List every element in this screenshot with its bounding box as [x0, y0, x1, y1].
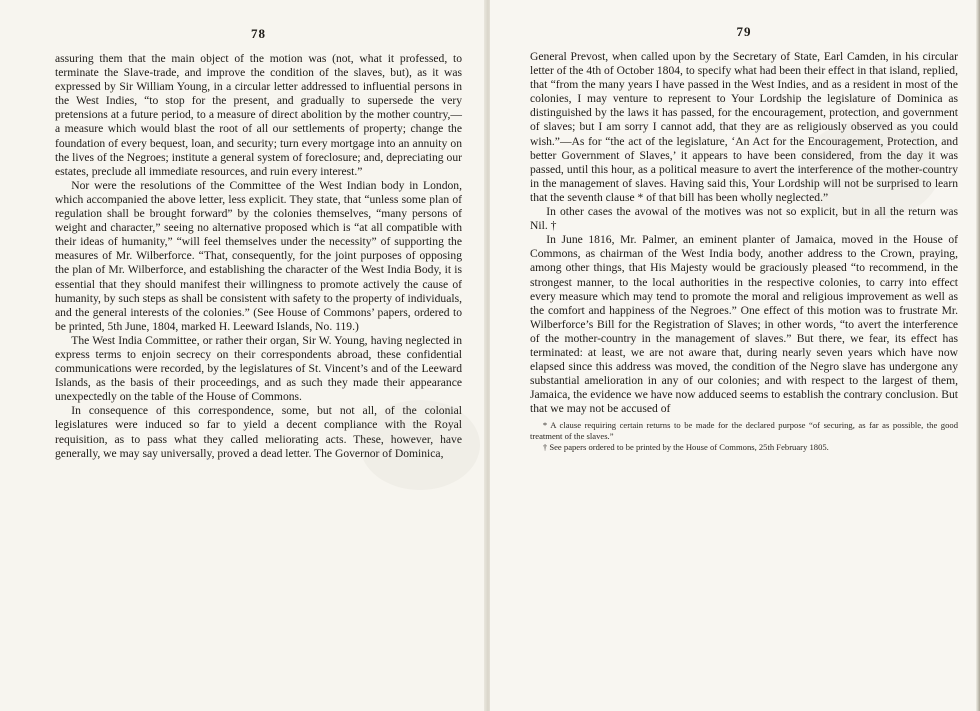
left-page — [0, 0, 488, 711]
paragraph: In other cases the avowal of the motives was not so explicit, but in all the return was Nil. † — [530, 205, 958, 233]
paragraph: assuring them that the main object of the motion was (not, what it professed, to terminate the Slave-trade, and improve the condition of the slaves, but), as it was expressed by Sir William Young, in a circular letter addressed to influential persons in the West Indies, “to stop for the present, and gradually to supersede the very pretensions at a future period, to a measure of direct abolition by the mother country,—a measure which would blast the root of all our settlements of property; change the foundation of every bequest, loan, and security; turn every mortgage into an annuity on the lives of the Negroes; institute a general system of foreclosure; and, depreciating our estates, preclude all immediate resources, and ruin every interest.” — [55, 52, 462, 178]
footnote: † See papers ordered to be printed by the House of Commons, 25th February 1805. — [542, 442, 829, 453]
paragraph: General Prevost, when called upon by the Secretary of State, Earl Camden, in his circular letter of the 4th of October 1804, to specify what had been their effect in that island, replied, that “from the many years I have passed in the West Indies, and as a resident in most of the colonies, I may venture to represent to Your Lordship the legislature of Dominica as distinguished by the laws it has passed, for the encouragement, protection, and government of slaves; but I am sorry I cannot add, that they are as religiously observed as you could wish.”—As for “the act of the legislature, ‘An Act for the Encouragement, Protection, and better Government of Slaves,’ it appears to have been considered, from the day it was passed, until this hour, as a political measure to avert the interference of the mother-country in the management of slaves. Having said this, Your Lordship will not be surprised to learn that the seventh clause * of that bill has been wholly neglected.” — [530, 50, 958, 204]
paragraph: In consequence of this correspondence, some, but not all, of the colonial legislatures were induced so far to yield a decent compliance with the Royal requisition, as to pass what they called meliorating acts. These, however, have generally, we may say universally, proved a dead letter. The Governor of Dominica, — [55, 404, 462, 460]
footnote: * A clause requiring certain returns to be made for the declared purpose “of securing, as far as possible, the good treatment of the slaves.” — [530, 420, 958, 442]
paragraph: The West India Committee, or rather their organ, Sir W. Young, having neglected in express terms to enjoin secrecy on their correspondents abroad, these confidential communications were recorded, by the legislatures of St. Vincent’s and of the Leeward Islands, as the basis of their proceedings, and as such they made their appearance unexpectedly on the table of the House of Commons. — [55, 333, 462, 404]
page-number: 79 — [736, 24, 752, 39]
paragraph: In June 1816, Mr. Palmer, an eminent planter of Jamaica, moved in the House of Commons, as chairman of the West India body, another address to the Crown, praying, among other things, that His Majesty would be graciously pleased “to recommend, in the strongest manner, to the local authorities in the respective colonies, to carry into effect every measure which may tend to promote the moral and religious improvement as well as the comfort and happiness of the Negroes.” One effect of this motion was to frustrate Mr. Wilberforce’s Bill for the Registration of Slaves; in other words, “to avert the interference of the mother-country in the management of slaves.” But there, we fear, its effect has terminated: at least, we are not aware that, during nearly seven years which have now elapsed since this address was moved, the condition of the Negro slave has undergone any substantial amelioration in any of our colonies; and with respect to the largest of them, Jamaica, the evidence we have now adduced seems to establish the contrary conclusion. But that we may not be accused of — [530, 233, 958, 416]
footnotes — [530, 420, 958, 453]
right-page — [490, 0, 980, 711]
paragraph: Nor were the resolutions of the Committee of the West Indian body in London, which accompanied the above letter, less explicit. They state, that “unless some plan of regulation shall be brought forward” by the colonies themselves, “many persons of weight and character,” seeing no alternative proposed which is “at all compatible with their ideas of humanity,” “will feel themselves under the necessity” of supporting the measures of Mr. Wilberforce. “That, consequently, for the joint purposes of opposing the plan of Mr. Wilberforce, and establishing the character of the West India Body, it is essential that they should manifest their willingness to promote actively the cause of humanity, by such steps as shall be consistent with safety to the property of individuals, and the general interests of the colonies.” (See House of Commons’ papers, ordered to be printed, 5th June, 1804, marked H. Leeward Islands, No. 119.) — [55, 178, 462, 333]
right-page-body — [530, 50, 958, 416]
page-number: 78 — [251, 26, 266, 41]
page-edge-right — [976, 0, 980, 711]
left-page-body — [55, 52, 462, 461]
